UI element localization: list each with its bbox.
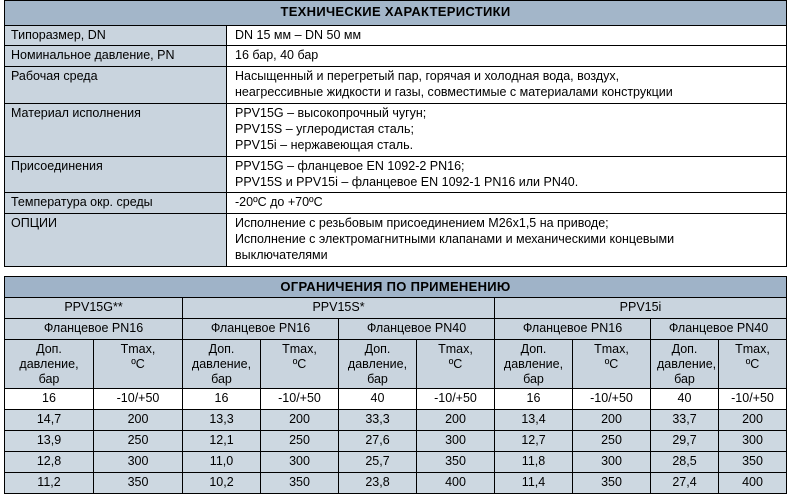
cell: 300 [261,452,339,473]
cell: 33,3 [339,410,417,431]
limits-flange-5: Фланцевое PN40 [651,319,787,340]
cell: 12,8 [5,452,94,473]
cell: 27,4 [651,472,719,493]
cell: 300 [94,452,183,473]
col-header-line: бар [211,371,232,386]
cell: 40 [339,389,417,410]
spec-label: Температура окр. среды [5,193,227,214]
cell: 250 [573,431,651,452]
cell: 400 [417,472,495,493]
cell: 27,6 [339,431,417,452]
limits-flange-2: Фланцевое PN16 [183,319,339,340]
cell: 200 [573,410,651,431]
spec-value-line: 16 бар, 40 бар [235,48,319,63]
spec-label: Присоединения [5,156,227,193]
cell: 200 [719,410,787,431]
limits-col-header [94,340,183,389]
cell: 300 [719,431,787,452]
spec-value-line: выключателями [235,248,328,262]
spec-value [227,156,787,193]
cell: -10/+50 [719,389,787,410]
spec-label: Материал исполнения [5,104,227,157]
col-header-line: бар [367,371,388,386]
limits-title-row [5,276,787,298]
table-row [5,214,787,267]
spec-value-line: неагрессивные жидкости и газы, совместимые с материалами конструкции [235,85,673,100]
limits-col-header [5,340,94,389]
cell: 350 [261,472,339,493]
col-header-line: Tmax, [282,342,317,357]
spec-value-line: PPV15G – фланцевое EN 1092-2 PN16; [235,158,465,173]
limits-col-header [719,340,787,389]
limits-table [4,276,787,494]
table-row [5,472,787,493]
limits-group-ppv15g: PPV15G** [5,298,183,319]
cell: 11,2 [5,472,94,493]
limits-group-row [5,298,787,319]
limits-column-header-row [5,340,787,389]
col-header-line: ºC [292,356,307,371]
table-row [5,193,787,214]
cell: 13,4 [495,410,573,431]
cell: 23,8 [339,472,417,493]
spec-label: Типоразмер, DN [5,25,227,46]
limits-col-header [261,340,339,389]
spec-value [227,46,787,67]
col-header-line: давление, [503,356,564,371]
cell: 11,8 [495,452,573,473]
cell: 40 [651,389,719,410]
cell: -10/+50 [573,389,651,410]
col-header-line: давление, [191,356,252,371]
cell: -10/+50 [94,389,183,410]
col-header-line: давление, [19,356,79,371]
col-header-line: ºC [448,356,463,371]
limits-flange-row [5,319,787,340]
spec-title-row [5,1,787,26]
spec-label: Номинальное давление, PN [5,46,227,67]
spec-value-line: PPV15i – нержавеющая сталь. [235,137,414,152]
cell: 200 [94,410,183,431]
limits-group-ppv15i: PPV15i [495,298,787,319]
spec-value-line: Насыщенный и перегретый пар, горячая и холодная вода, воздух, [235,69,620,84]
cell: 12,1 [183,431,261,452]
cell: 300 [573,452,651,473]
spec-value [227,25,787,46]
cell: 16 [495,389,573,410]
col-header-line: Доп. [36,342,62,357]
col-header-line: давление, [657,356,717,371]
cell: 200 [417,410,495,431]
cell: 350 [719,452,787,473]
col-header-line: бар [674,371,695,386]
spec-value-line: PPV15G – высокопрочный чугун; [235,106,427,120]
spec-value-line: Исполнение с резьбовым присоединением М26х1,5 на приводе; [235,216,609,231]
cell: 25,7 [339,452,417,473]
spec-value-line: -20ºC до +70ºC [235,195,323,210]
cell: 300 [417,431,495,452]
cell: 29,7 [651,431,719,452]
table-row [5,156,787,193]
col-header-line: Доп. [671,342,698,357]
table-row [5,389,787,410]
spec-value [227,214,787,267]
cell: 250 [94,431,183,452]
col-header-line: давление, [347,356,408,371]
cell: 350 [573,472,651,493]
col-header-line: Tmax, [120,342,156,357]
table-row [5,46,787,67]
spec-label: ОПЦИИ [5,214,227,267]
spec-value-line: PPV15S и PPV15i – фланцевое EN 1092-1 PN16 или PN40. [235,174,579,189]
table-row [5,410,787,431]
cell: 350 [94,472,183,493]
col-header-line: Tmax, [438,342,473,357]
cell: 13,9 [5,431,94,452]
table-row [5,104,787,157]
col-header-line: бар [38,371,60,386]
limits-col-header [573,340,651,389]
limits-title: ОГРАНИЧЕНИЯ ПО ПРИМЕНЕНИЮ [5,276,787,298]
col-header-line: ºC [131,356,145,371]
limits-col-header [417,340,495,389]
limits-col-header [651,340,719,389]
col-header-line: Доп. [520,342,547,357]
cell: -10/+50 [417,389,495,410]
limits-flange-4: Фланцевое PN16 [495,319,651,340]
col-header-line: Доп. [208,342,235,357]
cell: 16 [5,389,94,410]
table-row [5,431,787,452]
limits-group-ppv15s: PPV15S* [183,298,495,319]
spec-value [227,193,787,214]
cell: 250 [261,431,339,452]
col-header-line: бар [523,371,544,386]
col-header-line: Tmax, [594,342,629,357]
cell: 12,7 [495,431,573,452]
col-header-line: ºC [745,356,760,371]
spec-value-line: Исполнение с электромагнитными клапанами и механическими концевыми [235,232,675,247]
limits-flange-1: Фланцевое PN16 [5,319,183,340]
spec-value-line: DN 15 мм – DN 50 мм [235,27,362,42]
cell: -10/+50 [261,389,339,410]
spec-value [227,104,787,157]
cell: 11,0 [183,452,261,473]
cell: 11,4 [495,472,573,493]
cell: 28,5 [651,452,719,473]
spec-title: ТЕХНИЧЕСКИЕ ХАРАКТЕРИСТИКИ [5,1,787,26]
col-header-line: Доп. [364,342,391,357]
cell: 14,7 [5,410,94,431]
cell: 13,3 [183,410,261,431]
cell: 350 [417,452,495,473]
limits-col-header [183,340,261,389]
table-gap [0,267,790,276]
limits-flange-3: Фланцевое PN40 [339,319,495,340]
table-row [5,25,787,46]
spec-value [227,67,787,104]
spec-value-line: PPV15S – углеродистая сталь; [235,121,414,136]
col-header-line: ºC [604,356,619,371]
cell: 400 [719,472,787,493]
limits-col-header [339,340,417,389]
table-row [5,452,787,473]
col-header-line: Tmax, [735,342,770,357]
limits-col-header [495,340,573,389]
cell: 10,2 [183,472,261,493]
spec-table [4,0,787,267]
spec-label: Рабочая среда [5,67,227,104]
cell: 33,7 [651,410,719,431]
cell: 16 [183,389,261,410]
table-row [5,67,787,104]
cell: 200 [261,410,339,431]
